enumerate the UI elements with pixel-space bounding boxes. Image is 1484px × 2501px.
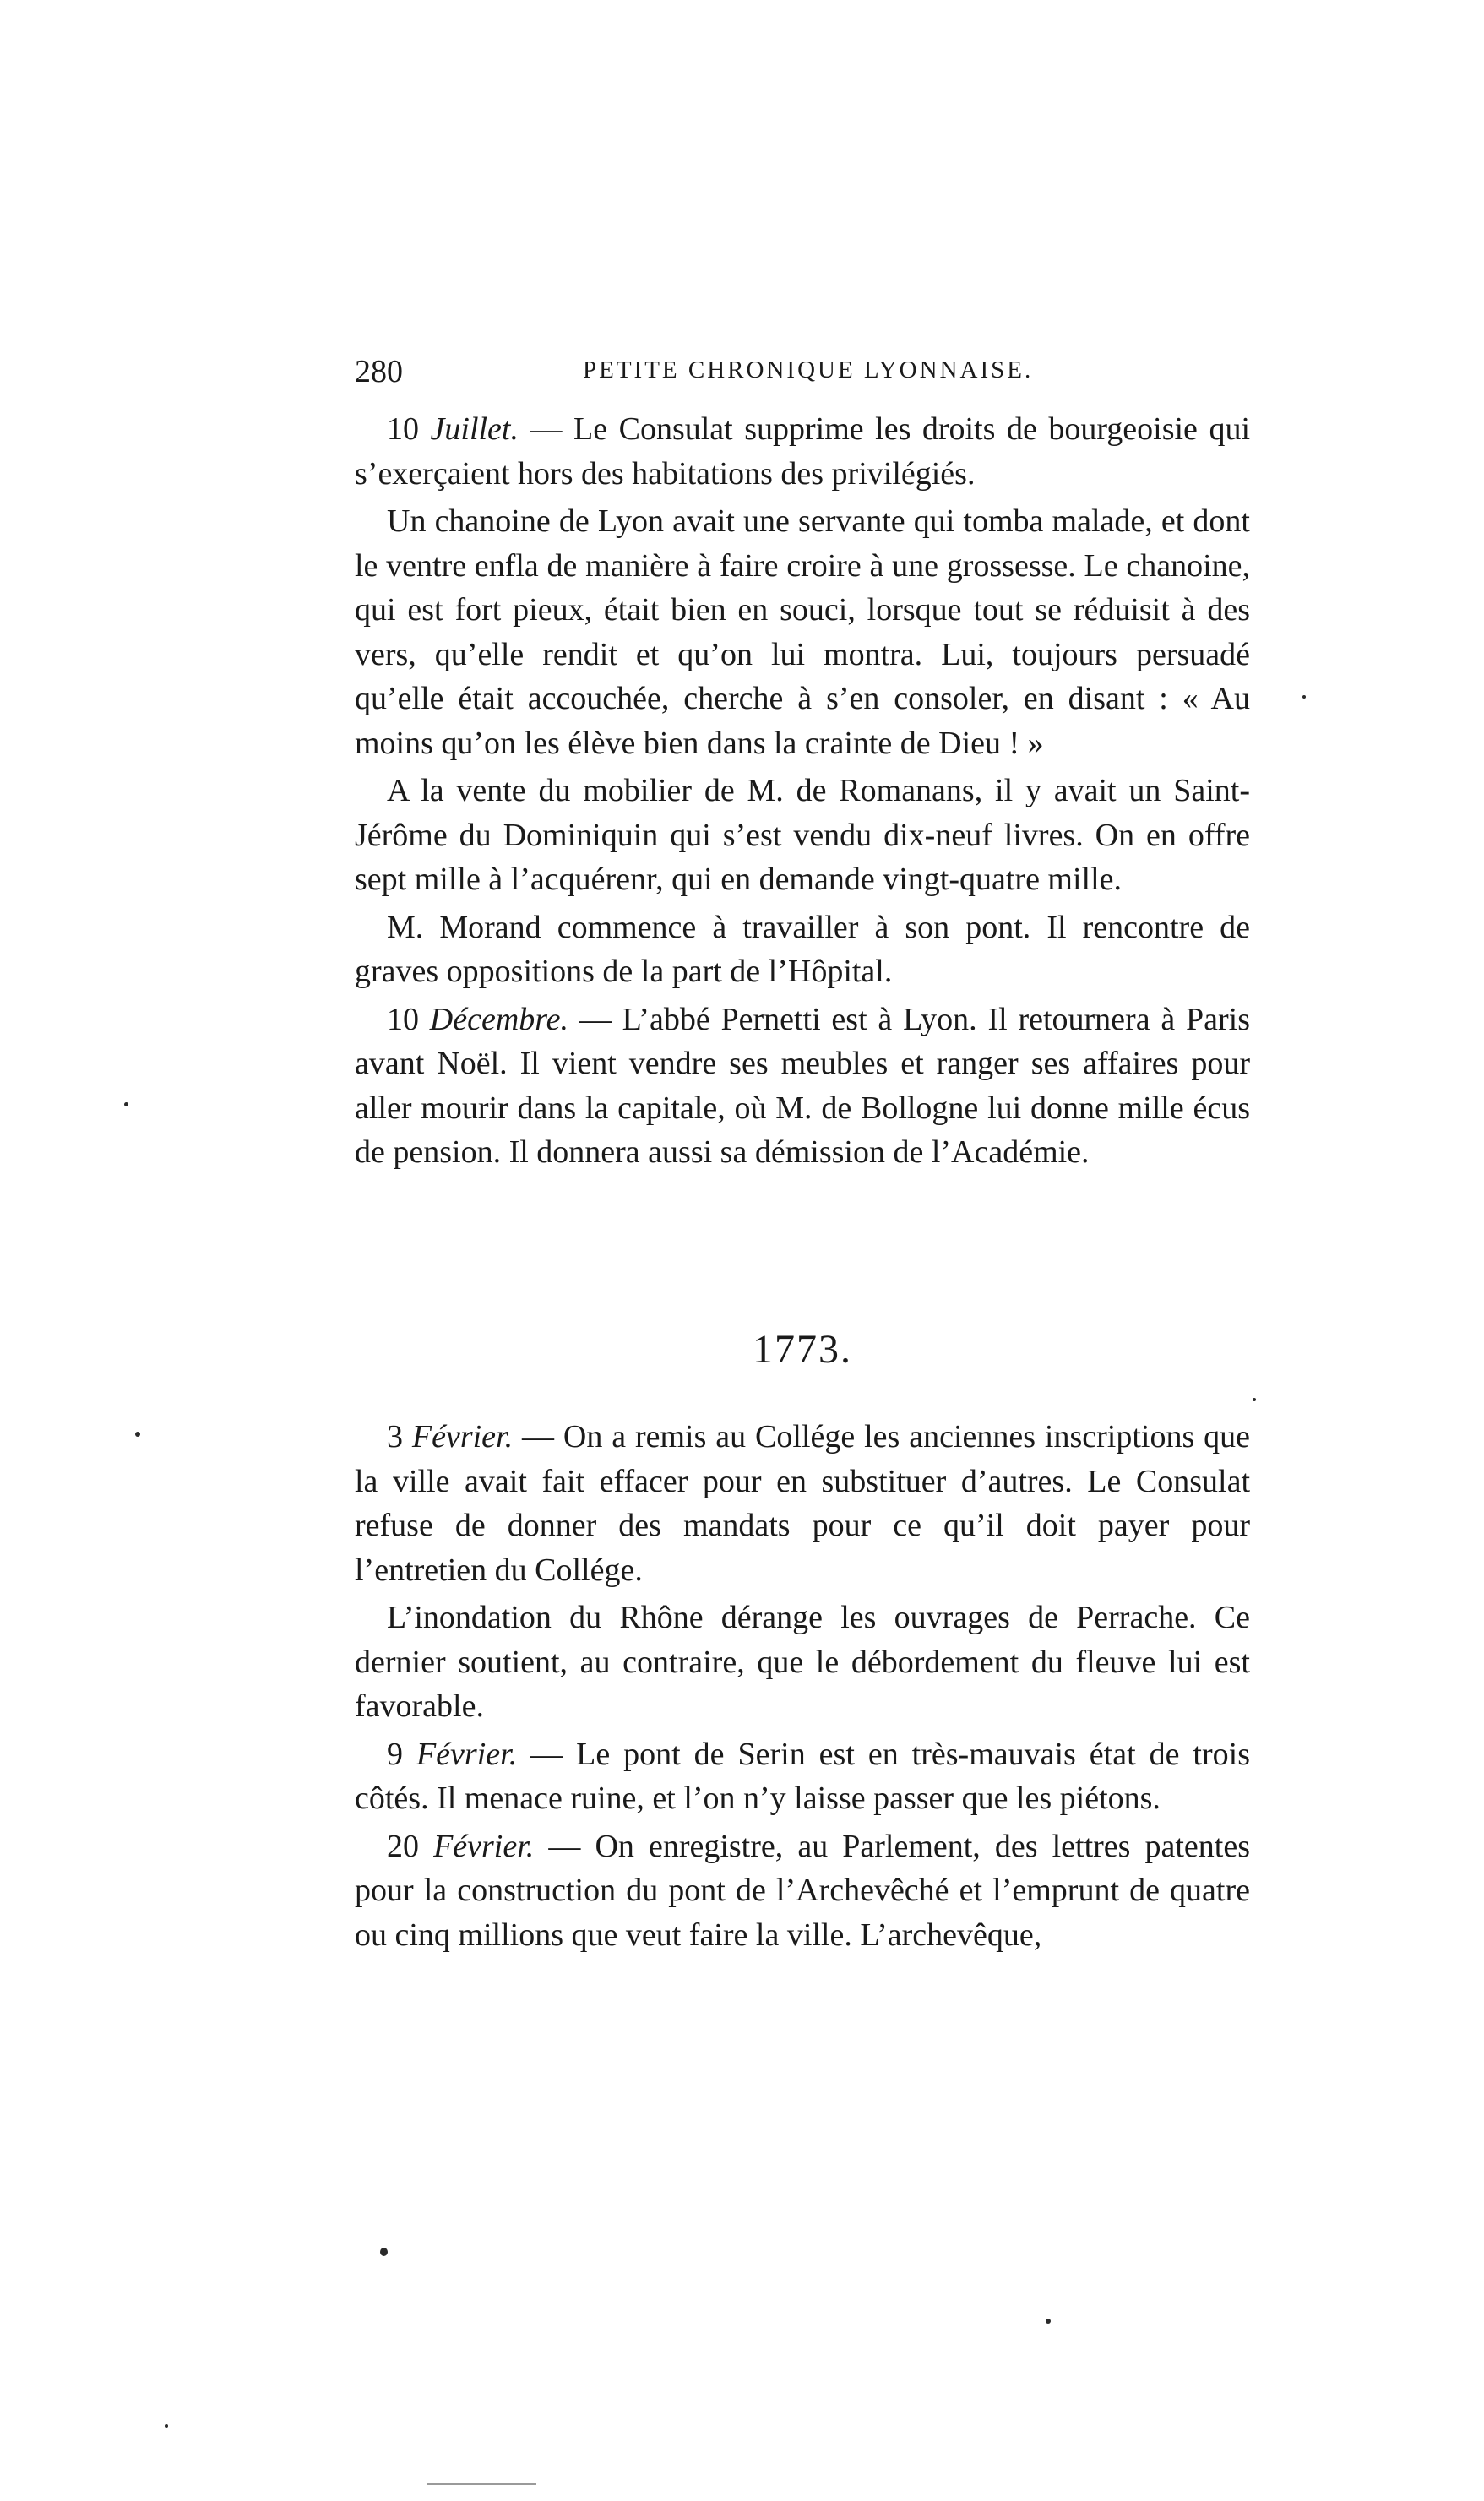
entry-text: L’inondation du Rhône dérange les ouvrages de Perrache. Ce dernier soutient, au contraire, que le débordement du fleuve lui est favorable. <box>355 1600 1250 1724</box>
entry-paragraph <box>355 1596 1250 1729</box>
entries-1772 <box>355 407 1250 1178</box>
entries-1773 <box>355 1415 1250 1960</box>
entry-text: — Le pont de Serin est en très-mauvais état de trois côtés. Il menace ruine, et l’on n’y laisse passer que les piétons. <box>355 1736 1250 1816</box>
entry-text: A la vente du mobilier de M. de Romanans, il y avait un Saint-Jérôme du Dominiquin qui s’est vendu dix-neuf livres. On en offre sept mille à l’acquérenr, qui en demande vingt-quatre mille. <box>355 773 1250 897</box>
scan-speck <box>1253 1398 1256 1401</box>
entry-paragraph <box>355 905 1250 994</box>
entry-date-number: 10 <box>387 411 431 447</box>
entry-paragraph <box>355 407 1250 496</box>
scan-speck <box>380 2248 388 2256</box>
running-title: PETITE CHRONIQUE LYONNAISE. <box>583 356 1034 383</box>
scan-speck <box>135 1432 140 1437</box>
entry-paragraph <box>355 769 1250 902</box>
page-number: 280 <box>355 354 403 389</box>
entry-date-month: Février. <box>416 1736 518 1772</box>
page-header <box>355 353 1250 404</box>
scan-speck <box>165 2424 168 2428</box>
entry-text: Un chanoine de Lyon avait une servante qui tomba malade, et dont le ventre enfla de manière à faire croire à une grossesse. Le chanoine, qui est fort pieux, était bien en souci, lorsque tout se réduisit à des vers, qu’elle rendit et qu’on lui montra. Lui, toujours persuadé qu’elle était accouchée, cherche à s’en consoler, en disant : « Au moins qu’on les élève bien dans la crainte de Dieu ! » <box>355 503 1250 761</box>
entry-date-number: 3 <box>387 1419 412 1454</box>
entry-text: — On a remis au Collége les anciennes inscriptions que la ville avait fait effacer pour en substituer d’autres. Le Consulat refuse de donner des mandats pour ce qu’il doit payer pour l’entretien du Collége. <box>355 1419 1250 1588</box>
entry-paragraph <box>355 1415 1250 1592</box>
entry-date-month: Février. <box>411 1419 514 1454</box>
entry-text: — On enregistre, au Parlement, des lettres patentes pour la construction du pont de l’Archevêché et l’emprunt de quatre ou cinq millions que veut faire la ville. L’archevêque, <box>355 1828 1251 1953</box>
entry-paragraph <box>355 1732 1250 1821</box>
entry-text: M. Morand commence à travailler à son pont. Il rencontre de graves oppositions de la part de l’Hôpital. <box>355 909 1250 989</box>
entry-date-number: 9 <box>387 1736 416 1772</box>
scan-speck <box>1302 695 1306 699</box>
entry-date-month: Février. <box>433 1828 535 1864</box>
entry-text: — Le Consulat supprime les droits de bourgeoisie qui s’exerçaient hors des habitations des privilégiés. <box>355 411 1250 492</box>
entry-date-month: Décembre. <box>429 1001 569 1037</box>
year-heading: 1773. <box>753 1327 852 1372</box>
scan-speck <box>124 1102 128 1106</box>
entry-paragraph <box>355 998 1250 1175</box>
entry-paragraph <box>355 499 1250 765</box>
entry-date-number: 20 <box>387 1828 434 1864</box>
entry-date-month: Juillet. <box>430 411 519 447</box>
entry-text: — L’abbé Pernetti est à Lyon. Il retournera à Paris avant Noël. Il vient vendre ses meubles et ranger ses affaires pour aller mourir dans la capitale, où M. de Bollogne lui donne mille écus de pension. Il donnera aussi sa démission de l’Académie. <box>355 1001 1250 1170</box>
entry-date-number: 10 <box>387 1001 430 1037</box>
entry-paragraph <box>355 1824 1250 1958</box>
scan-speck <box>1046 2319 1051 2324</box>
scan-rule-mark <box>427 2483 536 2485</box>
